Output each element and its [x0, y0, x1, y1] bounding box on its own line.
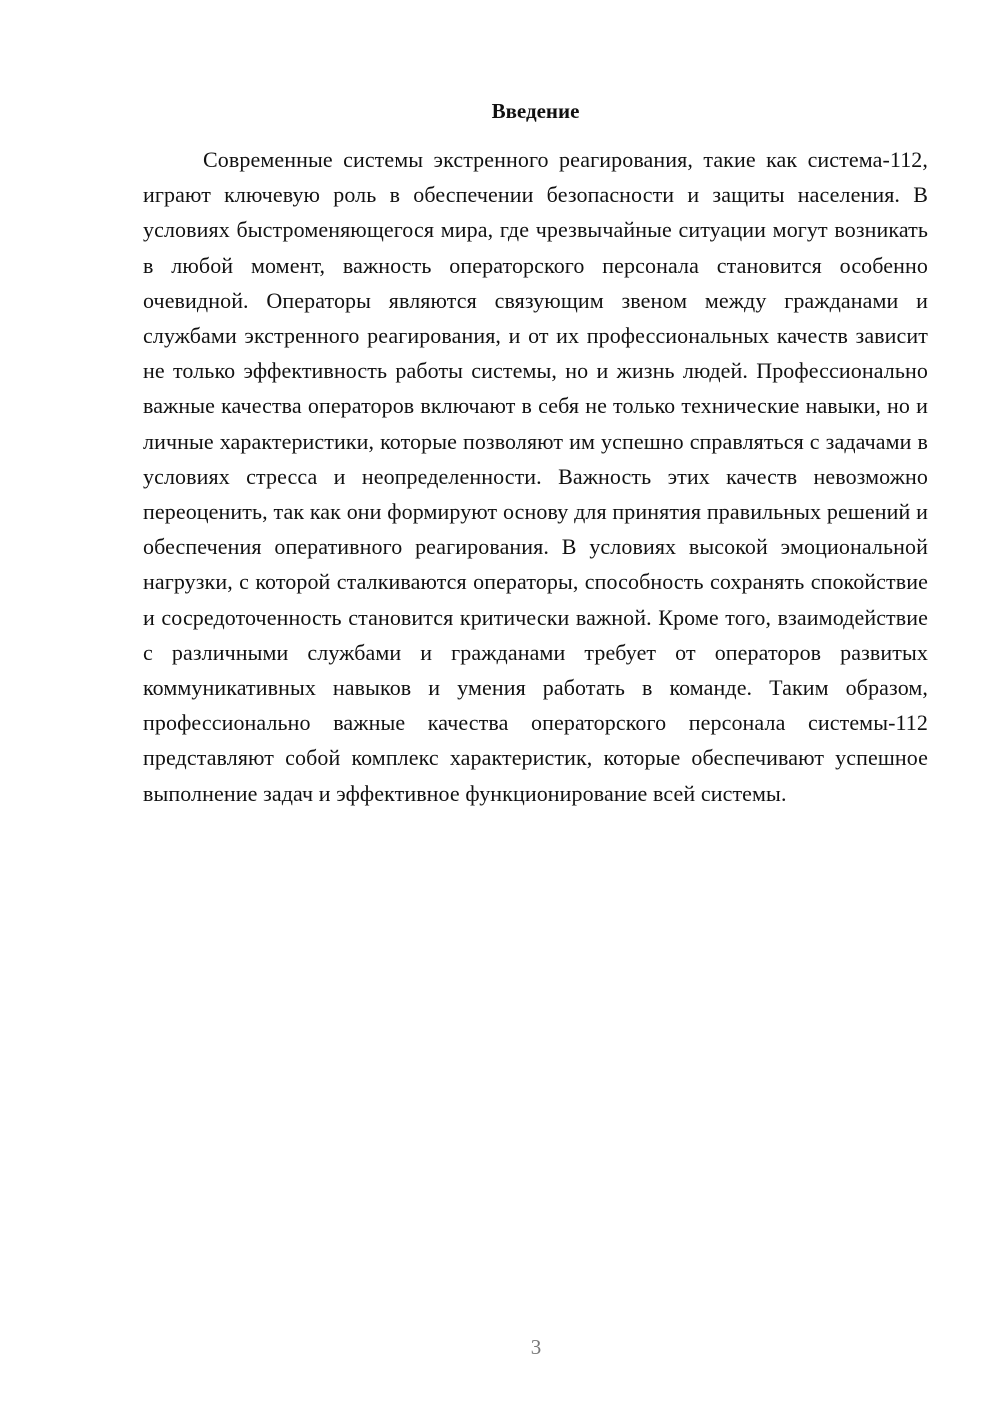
page-number: 3 — [530, 1335, 542, 1359]
section-heading: Введение — [491, 99, 580, 123]
body-paragraph: Современные системы экстренного реагирования, такие как система-112, играют ключевую роль в обеспечении безопасности и защиты населения. В условиях быстроменяющегося мира, где чрезвычайные ситуации могут возникать в любой момент, важность операторского персонала становится особенно очевидной. Операторы являются связующим звеном между гражданами и службами экстренного реагирования, и от их профессиональных качеств зависит не только эффективность работы системы, но и жизнь людей. Профессионально важные качества операторов включают в себя не только технические навыки, но и личные характеристики, которые позволяют им успешно справляться с задачами в условиях стресса и неопределенности. Важность этих качеств невозможно переоценить, так как они формируют основу для принятия правильных решений и обеспечения оперативного реагирования. В условиях высокой эмоциональной нагрузки, с которой сталкиваются операторы, способность сохранять спокойствие и сосредоточенность становится критически важной. Кроме того, взаимодействие с различными службами и гражданами требует от операторов развитых коммуникативных навыков и умения работать в команде. Таким образом, профессионально важные качества операторского персонала системы-112 представляют собой комплекс характеристик, которые обеспечивают успешное выполнение задач и эффективное функционирование всей системы. — [143, 147, 928, 806]
